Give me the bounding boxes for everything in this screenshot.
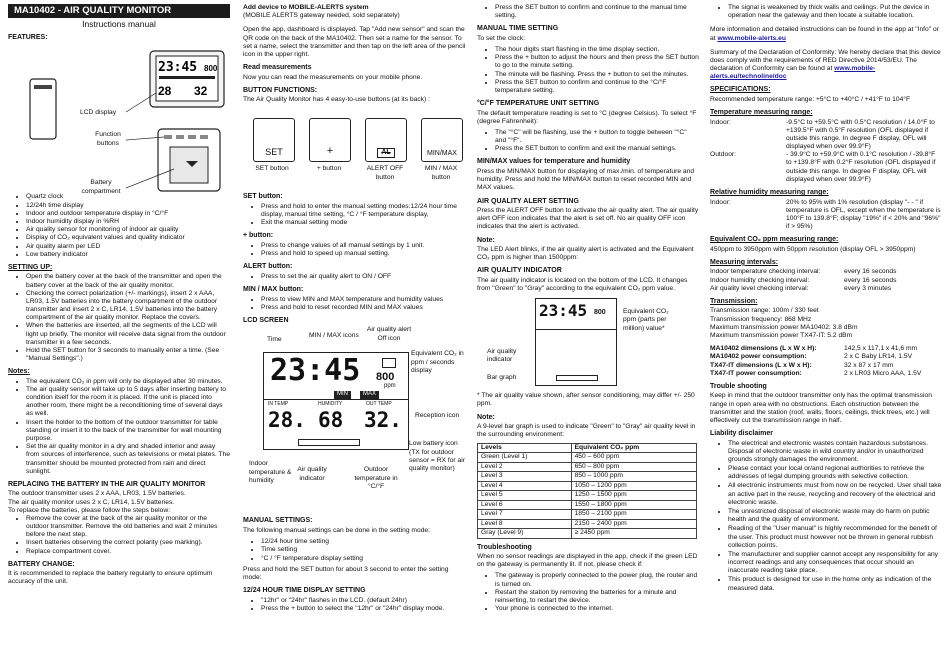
ppm-cell: 850 – 1000 ppm bbox=[571, 472, 696, 482]
column-3 bbox=[477, 4, 699, 616]
time-setting-intro-list bbox=[477, 4, 699, 20]
manual-settings-list bbox=[243, 538, 468, 563]
hour-display-list bbox=[243, 597, 468, 613]
ppm-column-header: Equivalent CO₂ ppm bbox=[571, 443, 696, 453]
co2-range-heading: Equivalent CO₂ ppm measuring range: bbox=[710, 236, 839, 244]
dim-key: MA10402 power consumption: bbox=[710, 353, 807, 361]
ppm-cell: 1550 – 1800 ppm bbox=[571, 500, 696, 510]
manual-settings-text-2: Press and hold the SET button for about 3 second to enter the setting mode: bbox=[243, 565, 449, 581]
dim-key: TX47-IT dimensions (L x W x H): bbox=[710, 361, 812, 369]
indicator-text: The air quality indicator is located on the bottom of the LCD. It changes from "Green" to "Gray" according to the equivalent CO₂ ppm value. bbox=[477, 276, 688, 293]
note-text: The LED Alert blinks, if the air quality alert is activated and the Equivalent CO₂ ppm is higher than 1500ppm: bbox=[477, 246, 694, 262]
lcd-diagram bbox=[243, 326, 468, 512]
column-2 bbox=[243, 4, 468, 616]
dim-value: 2 x LR03 Micro AAA, 1.5V bbox=[844, 369, 922, 377]
minmax-button-heading: MIN / MAX button: bbox=[243, 286, 304, 294]
list-item: • 12/24 hour time setting bbox=[261, 538, 468, 546]
plus-button-figure bbox=[309, 118, 351, 162]
recommended-range-text: Recommended temperature range: +5°C to +40°C / +41°F to 104°F bbox=[710, 95, 911, 103]
minmax-values-heading: MIN/MAX values for temperature and humidity bbox=[477, 158, 631, 166]
list-item: • The air quality sensor will take up to 5 days after inserting battery to condition itself for the room it is placed. If the unit is placed into another room, there might be a reconditioning time of several days as well. bbox=[26, 386, 230, 419]
table-row bbox=[478, 453, 697, 463]
list-item: • Please contact your local or/and regional authorities to retrieve the addresses of legal dumping grounds with selective collection. bbox=[728, 465, 942, 481]
add-device-text: Open the app, dashboard is displayed. Tap "Add new sensor" and scan the QR code on the back of the MA10402. Then set a name for the sensor. To set a name, select the transmitter and then tap on the left area of the pencil icon in the upper right. bbox=[243, 26, 466, 58]
lcd-in-temp-caption: IN TEMP bbox=[268, 401, 289, 408]
note2-heading: Note: bbox=[477, 413, 495, 421]
lcd-aq-alert-label: Air quality alert Off icon bbox=[366, 326, 412, 342]
button-diagram bbox=[243, 108, 468, 188]
lcd-in-temp: 28. bbox=[268, 408, 306, 433]
list-item: • Reading of the "User manual" is highly recommended for the benefit of the user. This product must however not be thrown in general rubbish collection points. bbox=[728, 525, 942, 550]
alert-setting-heading: AIR QUALITY ALERT SETTING bbox=[477, 197, 579, 205]
transmission-heading: Transmission: bbox=[710, 297, 758, 305]
liability-list bbox=[710, 440, 942, 593]
list-item: • Replace compartment cover. bbox=[26, 548, 230, 556]
level-cell: Green (Level 1) bbox=[478, 453, 572, 463]
level-cell: Level 5 bbox=[478, 491, 572, 501]
set-button-face: SET bbox=[265, 147, 283, 158]
table-header-row bbox=[478, 443, 697, 453]
manual-settings-heading: MANUAL SETTINGS: bbox=[243, 517, 313, 525]
replace-heading: REPLACING THE BATTERY IN THE AIR QUALITY MONITOR bbox=[8, 480, 206, 488]
lcd-time-label: Time bbox=[267, 336, 282, 344]
list-item: • Display of CO₂ equivalent values and quality indicator bbox=[26, 234, 230, 242]
table-row bbox=[478, 519, 697, 529]
minmax-button-figure bbox=[421, 118, 463, 162]
indicator-lcd-panel bbox=[535, 298, 617, 386]
lcd-min-icon: MIN bbox=[334, 391, 351, 398]
features-heading: FEATURES: bbox=[8, 33, 48, 41]
function-buttons-label: Function buttons bbox=[95, 131, 121, 147]
list-item: • Checking the correct polarization (+/- markings), insert 2 x AAA, LR03, 1.5V batteries into the battery compartment of the outdoor transmitter and insert 2 x C, LR14, 1.5V batteries into the battery compartment of the air quality monitor. Replace the covers. bbox=[26, 290, 230, 323]
dim-value: 142,5 x 117,1 x 41,6 mm bbox=[844, 345, 918, 353]
lcd-aqi-label: Air quality indicator bbox=[297, 466, 327, 482]
replace-line: The outdoor transmitter uses 2 x AAA, LR03, 1.5V batteries. bbox=[8, 490, 186, 498]
set-button-figure bbox=[253, 118, 295, 162]
info-link[interactable]: www.mobile-alerts.eu bbox=[717, 34, 786, 42]
indicator-lcd-co2: 800 bbox=[594, 309, 606, 317]
table-row bbox=[478, 462, 697, 472]
list-item: • Insert the holder to the bottom of the outdoor transmitter for table standing or insert it to the back of the transmitter for wall mounting purpose. bbox=[26, 419, 230, 444]
read-heading: Read measurements bbox=[243, 64, 312, 72]
temp-outdoor-key: Outdoor: bbox=[710, 151, 737, 159]
dimensions-table bbox=[710, 345, 942, 378]
lcd-reception-label: Reception icon bbox=[415, 412, 460, 420]
replace-text bbox=[8, 490, 230, 515]
setup-list bbox=[8, 273, 230, 363]
table-row bbox=[478, 500, 697, 510]
transmission-text bbox=[710, 307, 942, 340]
list-item: • Press to set the air quality alert to ON / OFF bbox=[261, 273, 468, 281]
manual-time-heading: MANUAL TIME SETTING bbox=[477, 25, 559, 33]
features-list bbox=[8, 193, 230, 258]
minmax-button-caption: MIN / MAX button bbox=[424, 165, 458, 181]
humidity-indoor-value: 20% to 95% with 1% resolution (display "- - " if temperature is OFL, except when the temperature is 100°F to 139.8°F; display "19%" if < 20% and "96%" if > 95%) bbox=[786, 198, 941, 231]
list-item: • Press the + button to select the "12hr" or "24hr" display mode. bbox=[261, 605, 468, 613]
table-row bbox=[478, 481, 697, 491]
plus-button-caption: + button bbox=[316, 165, 342, 173]
info-line: More information and detailed instructions can be found in the app at "Info" or at bbox=[710, 26, 939, 42]
trouble-shooting-heading: Trouble shooting bbox=[710, 382, 767, 390]
lcd-divider bbox=[264, 399, 408, 400]
list-item: • Insert batteries observing the correct polarity (see marking). bbox=[26, 539, 230, 547]
levels-table bbox=[477, 443, 697, 539]
humidity-indoor-key: Indoor: bbox=[710, 198, 731, 206]
list-item: • The "°C" will be flashing, use the + button to toggle between "°C" and "°F". bbox=[495, 129, 699, 145]
minmax-button-face: MIN/MAX bbox=[427, 149, 457, 157]
summary-text bbox=[710, 49, 942, 82]
temp-outdoor-value: - 39.9°C to +59.9°C with 0.1°C resolution / -39.8°F to +139.8°F with 0.2°F resolution (OFL displayed if outside this range. In degree F display, OFL will displayed when over 99.9°F) bbox=[786, 151, 936, 183]
ppm-cell: 1850 – 2100 ppm bbox=[571, 510, 696, 520]
plus-button-face: + bbox=[326, 145, 334, 158]
list-item: • Hold the SET button for 3 seconds to manually enter a time. (See "Manual Settings".) bbox=[26, 347, 230, 363]
table-row bbox=[478, 529, 697, 539]
list-item: • Press the SET button to confirm and continue to the manual time setting. bbox=[495, 4, 699, 20]
list-item: • The minute will be flashing. Press the + button to set the minutes. bbox=[495, 71, 699, 79]
dim-key: TX47-IT power consumption: bbox=[710, 369, 802, 377]
note-heading: Note: bbox=[477, 236, 495, 244]
dim-value: 32 x 87 x 17 mm bbox=[844, 361, 894, 369]
list-item: • Quartz clock bbox=[26, 193, 230, 201]
ppm-cell: ≥ 2450 ppm bbox=[571, 529, 696, 539]
ppm-cell: 450 – 600 ppm bbox=[571, 453, 696, 463]
level-cell: Level 3 bbox=[478, 472, 572, 482]
table-row bbox=[478, 472, 697, 482]
ppm-cell: 1250 – 1500 ppm bbox=[571, 491, 696, 501]
alert-off-icon: AL bbox=[377, 148, 395, 159]
list-item: • Exit the manual setting mode bbox=[261, 219, 468, 227]
plus-button-list bbox=[243, 242, 468, 258]
temp-indoor-value: -9.5°C to +59.5°C with 0.5°C resolution / 14.0°F to +139.5°F with 0.5°F resolution (OFL displayed if outside this range. In degree F display, OFL will displayed when over 99.9°F) bbox=[786, 118, 935, 151]
intervals-heading: Measuring intervals: bbox=[710, 258, 779, 266]
product-figure bbox=[8, 43, 230, 193]
list-item: • Press the SET button to confirm and exit the manual settings. bbox=[495, 145, 699, 153]
lcd-outdoor-label: Outdoor temperature in °C/°F bbox=[354, 466, 398, 490]
list-item: • Low battery indicator bbox=[26, 251, 230, 259]
list-item: • The manufacturer and supplier cannot accept any responsibility for any incorrect readings and any consequences that occur should an inaccurate reading take place. bbox=[728, 551, 942, 576]
fig-time: 23:45 bbox=[158, 60, 198, 76]
lcd-out-temp-caption: OUT TEMP bbox=[366, 401, 392, 408]
level-cell: Level 8 bbox=[478, 519, 572, 529]
lcd-in-hum: 68 bbox=[318, 408, 344, 433]
level-cell: Gray (Level 9) bbox=[478, 529, 572, 539]
lcd-panel bbox=[263, 352, 409, 450]
summary-link[interactable]: www.mobile-alerts.eu/technoline/doc bbox=[710, 65, 876, 81]
table-row bbox=[478, 491, 697, 501]
list-item: • °C / °F temperature display setting bbox=[261, 555, 468, 563]
lcd-co2-value: 800 bbox=[376, 371, 395, 384]
list-item: • Press and hold to reset recorded MIN and MAX values bbox=[261, 304, 468, 312]
lcd-humidity-caption: HUMIDITY bbox=[318, 401, 343, 408]
indicator-lcd-divider bbox=[536, 329, 616, 330]
alert-setting-text: Press the ALERT OFF button to activate the air quality alert. The air quality alert OFF icon indicates that the alert is set off. No air quality OFF icon indicates that the alert is activated. bbox=[477, 207, 699, 231]
indicator-footnote: * The air quality value shown, after sensor conditioning, may differ +/- 250 ppm. bbox=[477, 392, 695, 408]
co2-range-text: 450ppm to 3950ppm with 50ppm resolution (display OFL > 3950ppm) bbox=[710, 245, 916, 253]
list-item: • The hour digits start flashing in the time display section. bbox=[495, 46, 699, 54]
humidity-range-heading: Relative humidity measuring range: bbox=[710, 188, 829, 196]
specifications-heading: SPECIFICATIONS: bbox=[710, 86, 771, 94]
transmission-line: Transmission range: 100m / 330 feet bbox=[710, 307, 819, 315]
alert-button-figure bbox=[365, 118, 407, 162]
list-item: • Press and hold to speed up manual setting. bbox=[261, 250, 468, 258]
column-4 bbox=[710, 4, 942, 596]
ppm-cell: 2150 – 2400 ppm bbox=[571, 519, 696, 529]
button-functions-heading: BUTTON FUNCTIONS: bbox=[243, 86, 318, 94]
column-1 bbox=[8, 4, 230, 590]
list-item: • The equivalent CO₂ in ppm will only be displayed after 30 minutes. bbox=[26, 378, 230, 386]
interval-value: every 3 minutes bbox=[844, 284, 892, 292]
product-illustration bbox=[8, 43, 230, 193]
hour-display-heading: 12/24 HOUR TIME DISPLAY SETTING bbox=[243, 587, 366, 595]
list-item: • Your phone is connected to the internet. bbox=[495, 605, 699, 613]
list-item: • Press and hold to enter the manual setting modes:12/24 hour time display, manual time setting, °C / °F temperature display, bbox=[261, 203, 468, 219]
replace-line: The air quality monitor uses 2 x C, LR14, 1.5V batteries. bbox=[8, 498, 175, 506]
fig-temp: 28 bbox=[158, 84, 172, 99]
battery-change-text: It is recommended to replace the battery regularly to ensure optimum accuracy of the unit. bbox=[8, 570, 213, 586]
indicator-lcd-bar bbox=[556, 375, 598, 381]
fig-hum: 32 bbox=[194, 84, 208, 99]
dim-value: 2 x C Baby LR14, 1.5V bbox=[844, 353, 913, 361]
list-item: • This product is designed for use in the home only as indication of the measured data. bbox=[728, 576, 942, 592]
lcd-minmax-label: MIN / MAX icons bbox=[309, 332, 359, 340]
battery-change-heading: BATTERY CHANGE: bbox=[8, 560, 75, 568]
interval-key: Air quality level checking interval: bbox=[710, 284, 809, 292]
indicator-lcd-time: 23:45 bbox=[539, 301, 588, 321]
transmission-line: Maximum transmission power MA10402: 3.8 dBm bbox=[710, 323, 858, 331]
level-cell: Level 4 bbox=[478, 481, 572, 491]
temp-unit-list bbox=[477, 129, 699, 154]
temp-unit-text: The default temperature reading is set to °C (degree Celsius). To select °F (degree Fahrenheit): bbox=[477, 109, 697, 125]
level-cell: Level 7 bbox=[478, 510, 572, 520]
list-item: • The gateway is properly connected to the power plug, the router and is turned on. bbox=[495, 572, 699, 588]
ppm-cell: 650 – 800 ppm bbox=[571, 462, 696, 472]
manual-time-list bbox=[477, 46, 699, 95]
minmax-values-text: Press the MIN/MAX button for displaying of max./min. of temperature and humidity. Press and hold the MIN/MAX button to reset recorded MIN and MAX values. bbox=[477, 168, 695, 192]
add-device-subtitle: (MOBILE ALERTS gateway needed, sold separately) bbox=[243, 12, 400, 20]
list-item: • The signal is weakened by thick walls and ceilings. Put the device in operation near the gateway and then locate a suitable location. bbox=[728, 4, 942, 20]
manual-settings-text: The following manual settings can be done in the setting mode: bbox=[243, 527, 430, 534]
troubleshooting-list bbox=[477, 572, 699, 613]
interval-value: every 16 seconds bbox=[844, 268, 897, 276]
list-item: • Set the air quality monitor in a dry and shaded interior and away from sources of interference, such as televisions or metal plates. The transmitter should be mounted protected from rain and direct sunlight. bbox=[26, 443, 230, 476]
troubleshooting-text: When no sensor readings are displayed in the app, check if the green LED on the gateway is permanently lit. If not, please check if: bbox=[477, 553, 698, 569]
temp-range-table bbox=[710, 119, 942, 184]
interval-value: every 16 seconds bbox=[844, 276, 897, 284]
list-item: • Time setting bbox=[261, 546, 468, 554]
manual-title: MA10402 - AIR QUALITY MONITOR bbox=[8, 4, 230, 18]
humidity-range-table bbox=[710, 199, 942, 232]
list-item: • Indoor and outdoor temperature display in °C/°F bbox=[26, 210, 230, 218]
trouble-shooting-text: Keep in mind that the outdoor transmitter only has the optimal transmission range in open area with no obstructions. Each obstruction between the transmitter and the station (roof, walls, floors, ceilings, thick trees, etc.) will effectively cut the transmission range in half. bbox=[710, 392, 932, 424]
indicator-figure bbox=[477, 296, 699, 392]
lcd-display-label: LCD display bbox=[80, 109, 117, 117]
indicator-bar-label: Bar graph bbox=[487, 374, 517, 382]
alert-button-heading: ALERT button: bbox=[243, 263, 293, 271]
replace-line: To replace the batteries, please follow the steps below: bbox=[8, 506, 171, 514]
list-item: • Press the SET button to confirm and continue to the °C/°F temperature setting. bbox=[495, 79, 699, 95]
list-item: • Air quality sensor for monitoring of indoor air quality bbox=[26, 226, 230, 234]
lcd-out-temp: 32. bbox=[364, 408, 402, 433]
temp-indoor-key: Indoor: bbox=[710, 118, 731, 126]
troubleshooting-heading: Troubleshooting bbox=[477, 543, 532, 551]
signal-list bbox=[710, 4, 942, 20]
temp-range-heading: Temperature measuring range: bbox=[710, 109, 813, 117]
alert-button-caption: ALERT OFF button bbox=[366, 165, 404, 181]
notes-heading: Notes: bbox=[8, 368, 30, 376]
interval-key: Indoor humidity checking interval: bbox=[710, 276, 810, 284]
indicator-co2-label: Equivalent CO₂ ppm (parts per million) value* bbox=[623, 308, 669, 332]
button-functions-text: The Air Quality Monitor has 4 easy-to-use buttons (at its back) : bbox=[243, 96, 430, 104]
lcd-aq-off-icon bbox=[382, 358, 396, 368]
alert-button-list bbox=[243, 273, 468, 281]
list-item: • 12/24h time display bbox=[26, 202, 230, 210]
replace-list bbox=[8, 515, 230, 556]
list-item: • Indoor humidity display in %RH bbox=[26, 218, 230, 226]
lcd-max-icon: MAX bbox=[360, 391, 379, 398]
list-item: • Restart the station by removing the batteries for a minute and reinserting, to restart the device. bbox=[495, 589, 699, 605]
lcd-ppm-unit: ppm bbox=[384, 383, 396, 390]
transmission-line: Transmission frequency: 868 MHz bbox=[710, 315, 812, 323]
lcd-bar-graph bbox=[298, 439, 360, 446]
list-item: • "12hr" or "24hr" flashes in the LCD. (default 24hr) bbox=[261, 597, 468, 605]
liability-heading: Liability disclaimer bbox=[710, 430, 774, 438]
dim-key: MA10402 dimensions (L x W x H): bbox=[710, 345, 817, 353]
temp-unit-heading: °C/°F TEMPERATURE UNIT SETTING bbox=[477, 100, 600, 108]
list-item: • The electrical and electronic wastes contain hazardous substances. Disposal of electronic waste in wild country and/or in unauthorized grounds strongly damages the environment. bbox=[728, 440, 942, 465]
add-device-heading: Add device to MOBILE-ALERTS system bbox=[243, 4, 369, 11]
plus-button-heading: + button: bbox=[243, 232, 274, 240]
list-item: • Remove the cover at the back of the air quality monitor or the outdoor transmitter. Remove the old batteries and wait 2 minutes before the next step. bbox=[26, 515, 230, 540]
list-item: • All electronic instruments must from now on be recycled. User shall take an active part in the reuse, recycling and recovery of the electrical and electronic waste. bbox=[728, 482, 942, 507]
indicator-aqi-label: Air quality indicator bbox=[487, 348, 517, 364]
level-cell: Level 6 bbox=[478, 500, 572, 510]
notes-list bbox=[8, 378, 230, 476]
manual-subtitle: Instructions manual bbox=[82, 18, 156, 29]
fig-co2: 800 bbox=[204, 64, 218, 74]
lcd-co2-label: Equivalent CO₂ in ppm / seconds display bbox=[411, 350, 464, 374]
set-button-caption: SET button bbox=[255, 165, 289, 173]
lcd-lowbat-label: Low battery icon (TX for outdoor sensor = RX for air quality monitor) bbox=[409, 440, 465, 472]
indicator-heading: AIR QUALITY INDICATOR bbox=[477, 267, 562, 275]
manual-time-text: To set the clock: bbox=[477, 34, 525, 42]
list-item: • The unrestricted disposal of electronic waste may do harm on public health and the quality of environment. bbox=[728, 508, 942, 524]
lcd-screen-heading: LCD SCREEN bbox=[243, 316, 289, 324]
intervals-table bbox=[710, 268, 942, 293]
levels-column-header: Levels bbox=[478, 443, 572, 453]
list-item: • Press to change values of all manual settings by 1 unit. bbox=[261, 242, 468, 250]
info-text bbox=[710, 26, 942, 42]
transmission-line: Maximum transmission power TX47-IT: 5.2 dBm bbox=[710, 332, 853, 339]
minmax-button-list bbox=[243, 296, 468, 312]
setup-heading: SETTING UP: bbox=[8, 263, 53, 271]
ppm-cell: 1050 – 1200 ppm bbox=[571, 481, 696, 491]
list-item: • Press the + button to adjust the hours and then press the SET button to go to the minute setting. bbox=[495, 54, 699, 70]
list-item: • When the batteries are inserted, all the segments of the LCD will light up briefly. The monitor will receive data signal from the outdoor transmitter in a few seconds. bbox=[26, 322, 230, 347]
read-text: Now you can read the measurements on your mobile phone. bbox=[243, 73, 423, 81]
list-item: • Air quality alarm per LED bbox=[26, 243, 230, 251]
summary-line: Summary of the Declaration of Conformity: We hereby declare that this device does comply with the requirements of RED Directive 2014/53/EU. The declaration of Conformity can be found at bbox=[710, 48, 941, 73]
level-cell: Level 2 bbox=[478, 462, 572, 472]
table-row bbox=[478, 510, 697, 520]
battery-compartment-label: Battery compartment bbox=[81, 179, 121, 195]
lcd-indoor-label: Indoor temperature & humidity bbox=[249, 460, 292, 484]
list-item: • Open the battery cover at the back of the transmitter and open the battery cover at the back of the air quality monitor. bbox=[26, 273, 230, 289]
list-item: • Press to view MIN and MAX temperature and humidity values bbox=[261, 296, 468, 304]
lcd-time: 23:45 bbox=[270, 353, 361, 389]
set-button-heading: SET button: bbox=[243, 193, 283, 201]
interval-key: Indoor temperature checking interval: bbox=[710, 268, 821, 276]
set-button-list bbox=[243, 203, 468, 228]
note2-text: A 9-level bar graph is used to indicate "Green" to "Gray" air quality level in the surrounding environment: bbox=[477, 423, 696, 439]
